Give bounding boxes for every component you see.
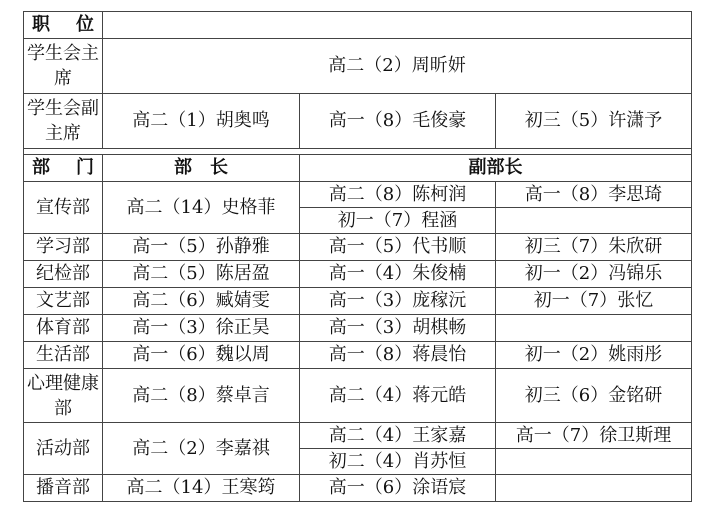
- department-vice: 高一（3）庞稼沅: [300, 288, 496, 315]
- department-name: 心理健康部: [24, 369, 103, 423]
- department-vice: 高一（3）胡棋畅: [300, 315, 496, 342]
- department-vice: 高一（8）蒋晨怡: [300, 342, 496, 369]
- department-name: 生活部: [24, 342, 103, 369]
- department-minister: 高一（3）徐正昊: [103, 315, 300, 342]
- department-vice-empty: [496, 315, 692, 342]
- department-vice: 高二（4）蒋元皓: [300, 369, 496, 423]
- department-minister: 高一（6）魏以周: [103, 342, 300, 369]
- vice-president-name: 高二（1）胡奥鸣: [103, 94, 300, 149]
- department-vice: 初二（4）肖苏恒: [300, 449, 496, 475]
- president-label: 学生会主 席: [24, 39, 103, 94]
- department-minister: 高二（8）蔡卓言: [103, 369, 300, 423]
- department-vice-empty: [496, 449, 692, 475]
- student-council-table: [23, 11, 692, 502]
- department-vice: 高一（4）朱俊楠: [300, 261, 496, 288]
- department-vice: 高一（7）徐卫斯理: [496, 423, 692, 449]
- vice-president-name: 高一（8）毛俊豪: [300, 94, 496, 149]
- department-minister: 高二（6）臧婧雯: [103, 288, 300, 315]
- department-vice-empty: [496, 475, 692, 502]
- department-minister: 高二（5）陈居盈: [103, 261, 300, 288]
- vice-president-name: 初三（5）许潇予: [496, 94, 692, 149]
- department-vice: 高二（4）王家嘉: [300, 423, 496, 449]
- department-vice: 初三（6）金铭研: [496, 369, 692, 423]
- department-name: 体育部: [24, 315, 103, 342]
- department-name: 学习部: [24, 234, 103, 261]
- department-name: 活动部: [24, 423, 103, 475]
- department-vice: 高一（6）涂语宸: [300, 475, 496, 502]
- position-header: 职 位: [24, 12, 103, 39]
- president-name: 高二（2）周昕妍: [103, 39, 692, 94]
- department-minister: 高一（5）孙静雅: [103, 234, 300, 261]
- department-minister: 高二（14）王寒筠: [103, 475, 300, 502]
- vice-minister-header: 副部长: [300, 155, 692, 182]
- department-name: 文艺部: [24, 288, 103, 315]
- minister-header: 部 长: [103, 155, 300, 182]
- department-vice: 初一（7）张忆: [496, 288, 692, 315]
- department-header: 部 门: [24, 155, 103, 182]
- department-vice: 高二（8）陈柯润: [300, 182, 496, 208]
- department-vice: 初一（7）程涵: [300, 208, 496, 234]
- position-header-blank: [103, 12, 692, 39]
- department-vice: 高一（8）李思琦: [496, 182, 692, 208]
- department-name: 纪检部: [24, 261, 103, 288]
- department-vice-empty: [496, 208, 692, 234]
- department-name: 播音部: [24, 475, 103, 502]
- department-vice: 初三（7）朱欣研: [496, 234, 692, 261]
- vice-president-label: 学生会副主席: [24, 94, 103, 149]
- department-minister: 高二（14）史格菲: [103, 182, 300, 234]
- department-vice: 高一（5）代书顺: [300, 234, 496, 261]
- department-vice: 初一（2）冯锦乐: [496, 261, 692, 288]
- department-minister: 高二（2）李嘉祺: [103, 423, 300, 475]
- department-vice: 初一（2）姚雨彤: [496, 342, 692, 369]
- department-name: 宣传部: [24, 182, 103, 234]
